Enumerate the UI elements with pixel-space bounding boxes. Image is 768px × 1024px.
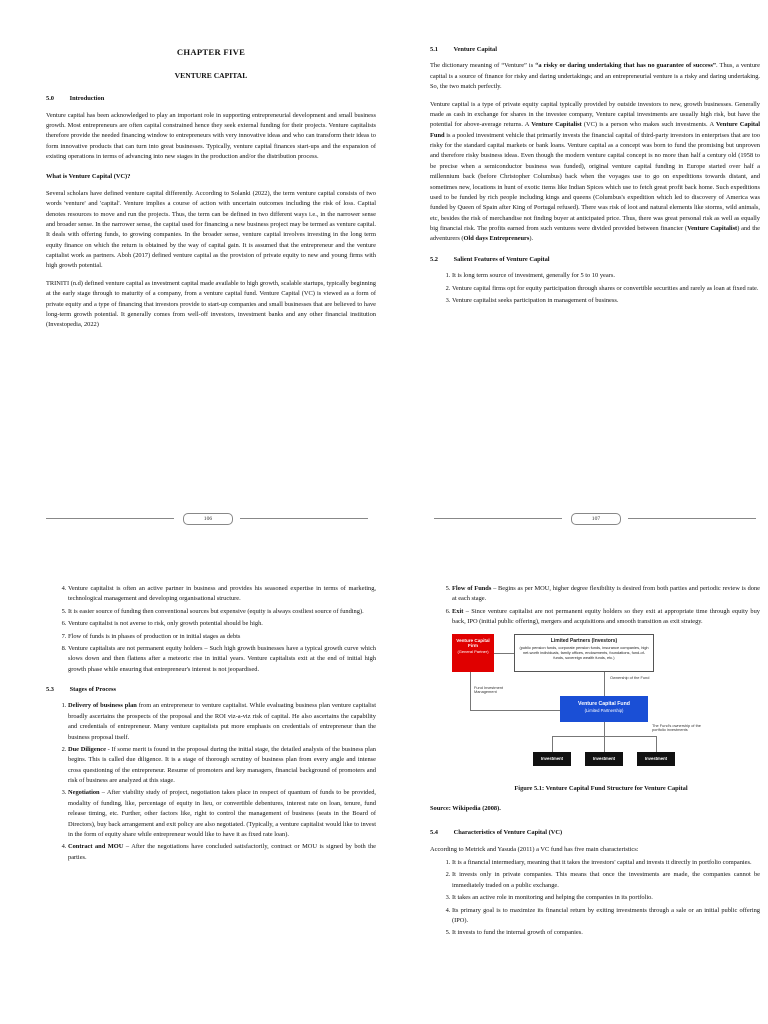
list-item: 1. It is a financial intermediary, meaning that it takes the investors' capital and invests it directly in portfolio companies. bbox=[452, 858, 760, 868]
list-item: 3. Venture capitalist seeks participation in management of business. bbox=[452, 296, 760, 306]
section-number: 5.4 bbox=[430, 829, 438, 837]
vc-fund-structure-diagram bbox=[452, 634, 710, 774]
list-item: 7. Flow of funds is in phases of production or in initial stages as debts bbox=[68, 632, 376, 642]
connector-line bbox=[470, 710, 560, 711]
list-item: 1. Delivery of business plan from an entrepreneur to venture capitalist. While evaluating business plan venture capitalist broadly ascertains the prospects of the proposal and the ROI viz-a-viz risk of capital. He also ascertains the capability and credentials of entrepreneur. Many venture capitalists put more emphasis on credentials of entrepreneur than the business proposal itself. bbox=[68, 701, 376, 743]
investment-box: Investment bbox=[637, 752, 675, 766]
list-item: 2. Due Diligence - If some merit is found in the proposal during the initial stage, the detailed analysis of the business plan begins. This is called due diligence. It is a stage of thorough scrutiny of business plan from every angle and intense cross questioning of the entrepreneur. Resume of promoters and key managers, financial background of promoters and risk of business are analyzed at this stage. bbox=[68, 745, 376, 787]
page-106 bbox=[46, 38, 376, 458]
list-item: 8. Venture capitalists are not permanent equity holders – Such high growth businesses have a typical growth curve which slows down and then flattens after a meteoric rise in initial years. Venture capitalists exit at the end of initial high growth phase while ensuring that entrepreneur's interest is not jeopardised. bbox=[68, 644, 376, 675]
page-number-badge: 107 bbox=[571, 513, 621, 525]
salient-features-list bbox=[430, 271, 760, 306]
connector-line bbox=[604, 672, 605, 696]
chapter-subtitle: VENTURE CAPITAL bbox=[174, 70, 248, 80]
vc-firm-box: Venture Capital Firm (General Partner) bbox=[452, 634, 494, 672]
section-heading-5-1 bbox=[430, 45, 760, 55]
investment-box: Investment bbox=[533, 752, 571, 766]
page-109 bbox=[430, 584, 760, 1020]
chapter-title: CHAPTER FIVE bbox=[176, 47, 246, 57]
list-item: 6. Exit – Since venture capitalist are not permanent equity holders so they exit at appropriate time through equity buy back, IPO (initial public offering), mergers and acquisitions and smooth transition as exit strategy. bbox=[452, 607, 760, 628]
section-number: 5.2 bbox=[430, 255, 438, 263]
section-title: Venture Capital bbox=[453, 46, 497, 53]
list-item: 3. Negotiation – After viability study of project, negotiation takes place in respect of quantum of funds to be provided, modality of funding, like, percentage of equity in lieu, or convertible debentures, interest rate on loan, tenure, fund release timing, etc. Further, other factors like, right to control the management of business (seats in the Board of Directors), buy back arrangement and exit policy are also negotiated. (Typically, a venture capitalist would like to invest in the form of equity share while entrepreneur would like to have it as fixed rate loan). bbox=[68, 788, 376, 840]
list-item: 1. It is long term source of investment, generally for 5 to 10 years. bbox=[452, 271, 760, 281]
divider bbox=[240, 518, 368, 519]
page-number-107 bbox=[434, 513, 756, 525]
vc-fund-box: Venture Capital Fund (Limited Partnership) bbox=[560, 696, 648, 722]
section-title: Introduction bbox=[69, 95, 105, 103]
stages-list bbox=[46, 701, 376, 863]
connector-line bbox=[470, 672, 471, 710]
section-heading-5-3 bbox=[46, 685, 376, 695]
ownership-label: Ownership of the Fund bbox=[610, 674, 650, 680]
page-number-badge: 106 bbox=[183, 513, 233, 525]
connector-line bbox=[494, 653, 514, 654]
list-item: 4. Its primary goal is to maximize its financial return by exiting investments through a sale or an initial public offering (IPO). bbox=[452, 906, 760, 927]
what-is-vc-paragraph-2: TRINITI (n.d) defined venture capital as investment capital made available to high growth, scalable startups, typically beginning at the early stage through to maturity of a company, from a venture capital fund. Venture Capital (VC) is viewed as a form of private equity and a type of financing that investors provide to start-up companies and small businesses that are believed to have long-term growth potential. It generally comes from well-off investors, investment banks and any other financial institution (Investopedia, 2022) bbox=[46, 279, 376, 329]
list-item: 5. It is easier source of funding then conventional sources but expensive (equity is always costliest source of funding). bbox=[68, 607, 376, 617]
figure-source: Source: Wikipedia (2008). bbox=[430, 804, 501, 812]
connector-line bbox=[604, 722, 605, 736]
list-item: 3. It takes an active role in monitoring and helping the companies in its portfolio. bbox=[452, 893, 760, 903]
section-number: 5.3 bbox=[46, 686, 54, 693]
divider bbox=[434, 518, 562, 519]
intro-paragraph: Venture capital has been acknowledged to play an important role in supporting entrepreneurial development and small business growth. Most entrepreneurs are often capital constrained hence they seek external funding for their projects. Venture capitalists therefore provide the needed financing window to entrepreneurs with very innovative ideas and who can transform their ideas to form innovative products that can turn into great businesses. Typically, venture capital finances start-ups and the expansion of existing operations in terms of advancing into new stages in the production and/or the distribution process. bbox=[46, 111, 376, 161]
management-label: Fund Investment Management bbox=[474, 684, 503, 695]
section-number: 5.1 bbox=[430, 46, 438, 53]
list-item: 2. It invests only in private companies. This means that once the investments are made, the companies cannot be immediately traded on a public exchange. bbox=[452, 870, 760, 891]
what-is-vc-heading: What is Venture Capital (VC)? bbox=[46, 173, 131, 181]
characteristics-intro: According to Metrick and Yasuda (2011) a VC fund has five main characteristics: bbox=[430, 845, 639, 853]
venture-capital-history-paragraph: Venture capital is a type of private equity capital typically provided by outside investors to new, growth businesses. Generally made as cash in exchange for shares in the investee company, Venture capital investments are usually high risk, but have the potential for above-average returns. A Venture Capitalist (VC) is a person who makes such investments. A Venture Capital Fund is a pooled investment vehicle that primarily invests the financial capital of third-party investors in enterprises that are too risky for the standard capital markets or bank loans. Venture capital as a concept was born to fund the promising but unproven and therefore risky business ideas. Even though the modern venture capital concept is no more than half a century old (1958 to be precise when a semiconductor business was funded), original venture capital funding in Europe started over half a millennium back (before Christopher Columbus) back when the voyages use to go on expeditions towards distant, and sometimes new, locations in hunt of exotic items like Indian Spices which use to fetch great profit back home. Such expeditions used to be funded by rich people including kings and queens (Columbus's expedition which led to discovery of America was funded by Queen of Spain after King of Portugal refused). There was risk of loot and natural elements like storms, wild animals, etc, besides the risk of merchandise not finding buyer at anticipated price. Thus, there was great personal risk as well as equally big financial risk. The profits earned from such ventures were divided provided between financier (Venture Capitalist) and the adventurers (Old days Entrepreneurs). bbox=[430, 100, 760, 243]
dictionary-meaning-paragraph: The dictionary meaning of “Venture” is “a risky or daring undertaking that has no guarantee of success”. Thus, a venture capital is a source of finance for risky and daring undertakings; and an entrepreneurial venture is a risky and daring undertaking. So, the two match perfectly. bbox=[430, 62, 760, 91]
section-heading-5-0 bbox=[46, 94, 376, 104]
list-item: 4. Venture capitalist is often an active partner in business and provides his seasoned expertise in terms of marketing, technological management and developing organisational structure. bbox=[68, 584, 376, 605]
section-title: Characteristics of Venture Capital (VC) bbox=[453, 829, 563, 837]
section-title: Stages of Process bbox=[69, 686, 116, 693]
connector-line bbox=[604, 736, 605, 752]
list-item: 6. Venture capitalist is not averse to risk, only growth potential should be high. bbox=[68, 619, 376, 629]
list-item: 4. Contract and MOU – After the negotiations have concluded satisfactorily, contract or MOU is signed by both the parties. bbox=[68, 842, 376, 863]
list-item: 5. It invests to fund the internal growth of companies. bbox=[452, 928, 760, 938]
characteristics-list bbox=[430, 858, 760, 939]
divider bbox=[628, 518, 756, 519]
stages-list-continued bbox=[430, 584, 760, 628]
page-number-106 bbox=[46, 513, 368, 525]
figure-caption: Figure 5.1: Venture Capital Fund Structure for Venture Capital bbox=[514, 784, 688, 792]
portfolio-ownership-label: The Fund's ownership of the portfolio investments bbox=[652, 722, 701, 733]
what-is-vc-paragraph-1: Several scholars have defined venture capital differently. According to Solanki (2022), the term venture capital consists of two words 'venture' and 'capital'. Venture implies a course of action with uncertain outcomes including the risk of loss. Capital denotes resources to move and run the projects. Thus, the term can be defined in two different ways i.e., in the narrower sense and broader sense. In the narrower sense, the capital used for financing a new business project may be termed as venture capital. It deals with offering funds, to growing companies. In the broader sense, venture capital involves investing in the long term equity finance on which the return is obtained by the way of capital gain. It is assumed that the entrepreneur and the venture capitalist work as partners. Aboh (2017) defined venture capital as the provision of private equity to new and young firms with high growth potential. bbox=[46, 189, 376, 270]
list-item: 2. Venture capital firms opt for equity participation through shares or convertible securities and rarely as loan at fixed rate. bbox=[452, 284, 760, 294]
limited-partners-box: Limited Partners (Investors) (public pension funds, corporate pension funds, insurance companies, high net-worth individuals, family offices, endowments, foundations, fund-of-funds, sovereign wealth funds, etc.) bbox=[514, 634, 654, 672]
connector-line bbox=[552, 736, 553, 752]
section-title: Salient Features of Venture Capital bbox=[453, 255, 550, 263]
connector-line bbox=[656, 736, 657, 752]
section-number: 5.0 bbox=[46, 95, 54, 103]
page-108 bbox=[46, 584, 376, 1020]
investment-box: Investment bbox=[585, 752, 623, 766]
section-heading-5-4 bbox=[430, 828, 760, 838]
section-heading-5-2 bbox=[430, 255, 760, 265]
list-item: 5. Flow of Funds – Begins as per MOU, higher degree flexibility is desired from both parties and periodic review is done at each stage. bbox=[452, 584, 760, 605]
page-107 bbox=[430, 38, 760, 458]
salient-features-list-continued bbox=[46, 584, 376, 675]
divider bbox=[46, 518, 174, 519]
